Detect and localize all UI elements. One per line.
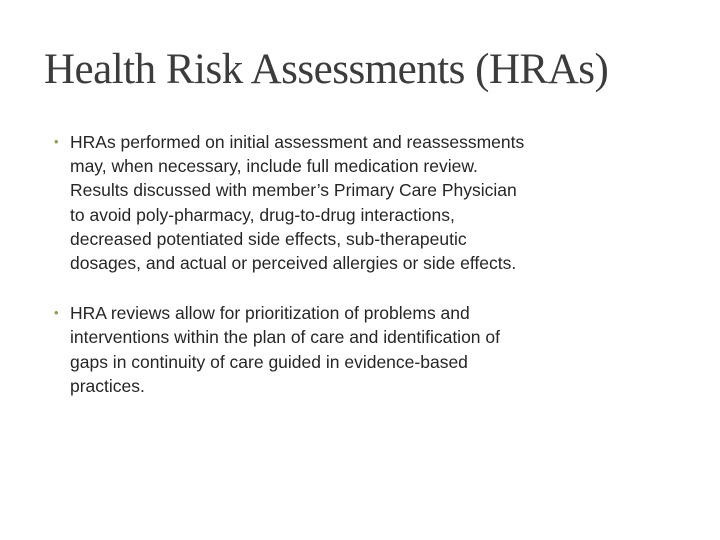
bullet-item [54,130,614,275]
bullet-dot-icon: • [54,305,59,321]
bullet-line: HRAs performed on initial assessment and reassessments [70,132,525,152]
bullet-line: may, when necessary, include full medication review. [70,156,478,177]
bullet-list [54,130,614,424]
bullet-item [54,301,614,398]
bullet-dot-icon: • [54,134,59,149]
bullet-line: dosages, and actual or perceived allergies or side effects. [70,253,517,274]
bullet-line: Results discussed with member’s Primary Care Physician [70,180,517,201]
bullet-line: decreased potentiated side effects, sub-therapeutic [70,228,467,249]
bullet-line: gaps in continuity of care guided in evidence-based [70,351,468,372]
bullet-line: HRA reviews allow for prioritization of problems and [70,303,470,324]
slide-title: Health Risk Assessments (HRAs) [44,46,609,93]
bullet-line: practices. [70,375,145,396]
bullet-line: interventions within the plan of care and identification of [70,327,500,348]
bullet-line: to avoid poly-pharmacy, drug-to-drug interactions, [70,204,455,225]
